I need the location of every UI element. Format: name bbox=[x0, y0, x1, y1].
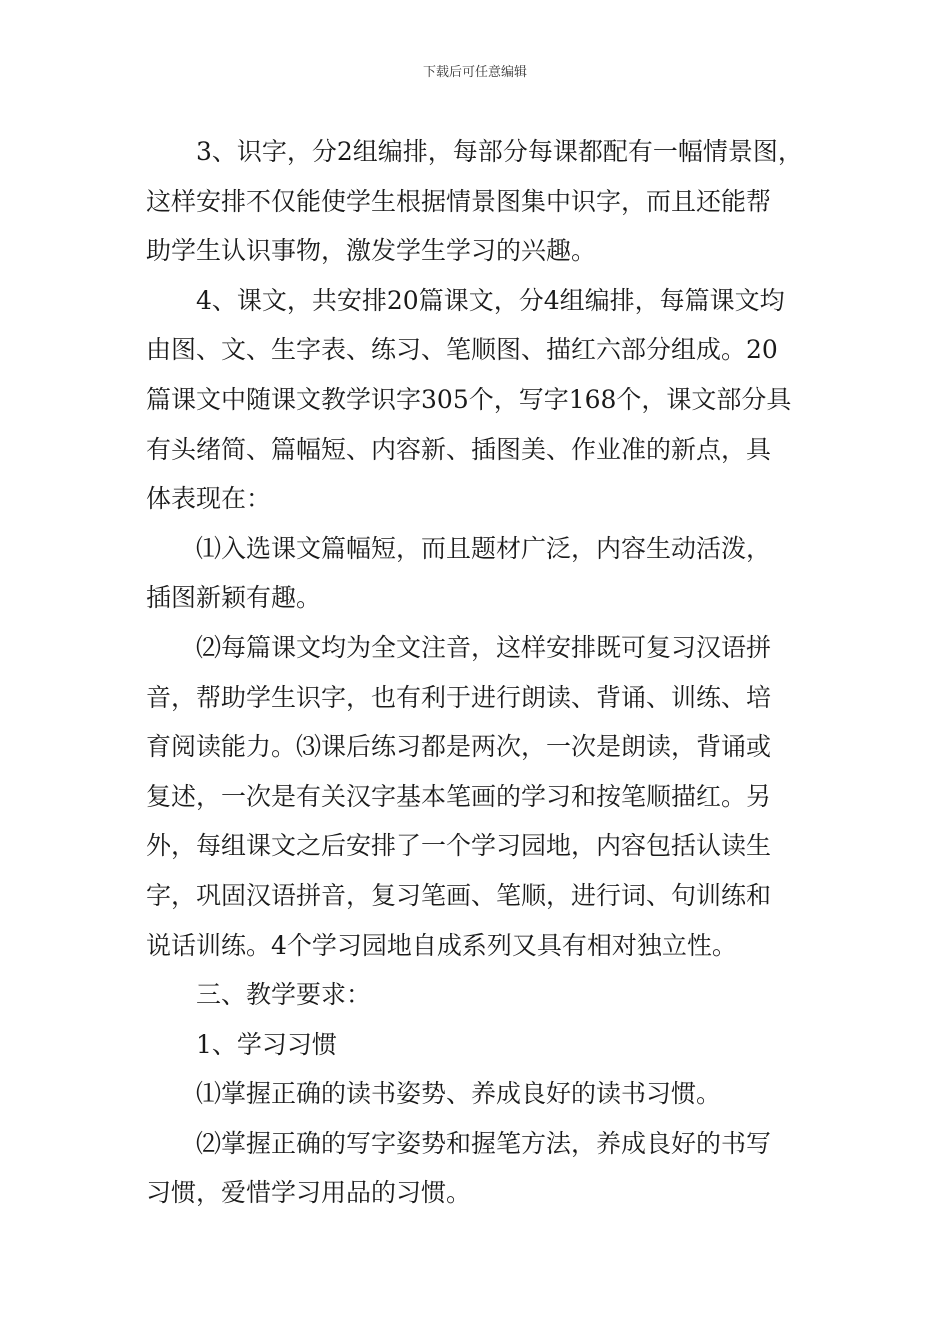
document-body bbox=[146, 127, 810, 1218]
page-header: 下载后可任意编辑 bbox=[422, 65, 527, 80]
text-line: ⑵每篇课文均为全文注音，这样安排既可复习汉语拼 bbox=[196, 632, 772, 662]
text-line: 助学生认识事物，激发学生学习的兴趣。 bbox=[146, 236, 597, 266]
text-line: 育阅读能力。⑶课后练习都是两次，一次是朗读，背诵或 bbox=[146, 732, 772, 762]
text-line: 插图新颖有趣。 bbox=[146, 583, 322, 613]
text-line: ⑴掌握正确的读书姿势、养成良好的读书习惯。 bbox=[196, 1079, 722, 1109]
text-line: ⑵掌握正确的写字姿势和握笔方法，养成良好的书写 bbox=[196, 1128, 772, 1158]
text-line: 说话训练。4个学习园地自成系列又具有相对独立性。 bbox=[146, 930, 737, 960]
text-line: 由图、文、生字表、练习、笔顺图、描红六部分组成。20 bbox=[146, 335, 778, 365]
text-line: 1、学习习惯 bbox=[196, 1029, 337, 1059]
text-line: 字，巩固汉语拼音，复习笔画、笔顺，进行词、句训练和 bbox=[146, 880, 772, 910]
text-line: 有头绪简、篇幅短、内容新、插图美、作业准的新点，具 bbox=[146, 434, 772, 464]
text-line: 外，每组课文之后安排了一个学习园地，内容包括认读生 bbox=[146, 831, 772, 861]
text-line: 4、课文，共安排20篇课文，分4组编排，每篇课文均 bbox=[196, 285, 785, 315]
text-line: 篇课文中随课文教学识字305个，写字168个，课文部分具 bbox=[146, 384, 792, 414]
text-line: 体表现在： bbox=[146, 484, 272, 514]
text-line: ⑴入选课文篇幅短，而且题材广泛，内容生动活泼， bbox=[196, 533, 772, 563]
text-line: 3、识字，分2组编排，每部分每课都配有一幅情景图， bbox=[196, 137, 803, 166]
text-line: 三、教学要求： bbox=[196, 980, 372, 1010]
text-line: 音，帮助学生识字，也有利于进行朗读、背诵、训练、培 bbox=[146, 682, 772, 712]
text-line: 习惯，爱惜学习用品的习惯。 bbox=[146, 1178, 472, 1208]
text-line: 复述，一次是有关汉字基本笔画的学习和按笔顺描红。另 bbox=[146, 781, 772, 811]
text-line: 这样安排不仅能使学生根据情景图集中识字，而且还能帮 bbox=[146, 186, 772, 216]
